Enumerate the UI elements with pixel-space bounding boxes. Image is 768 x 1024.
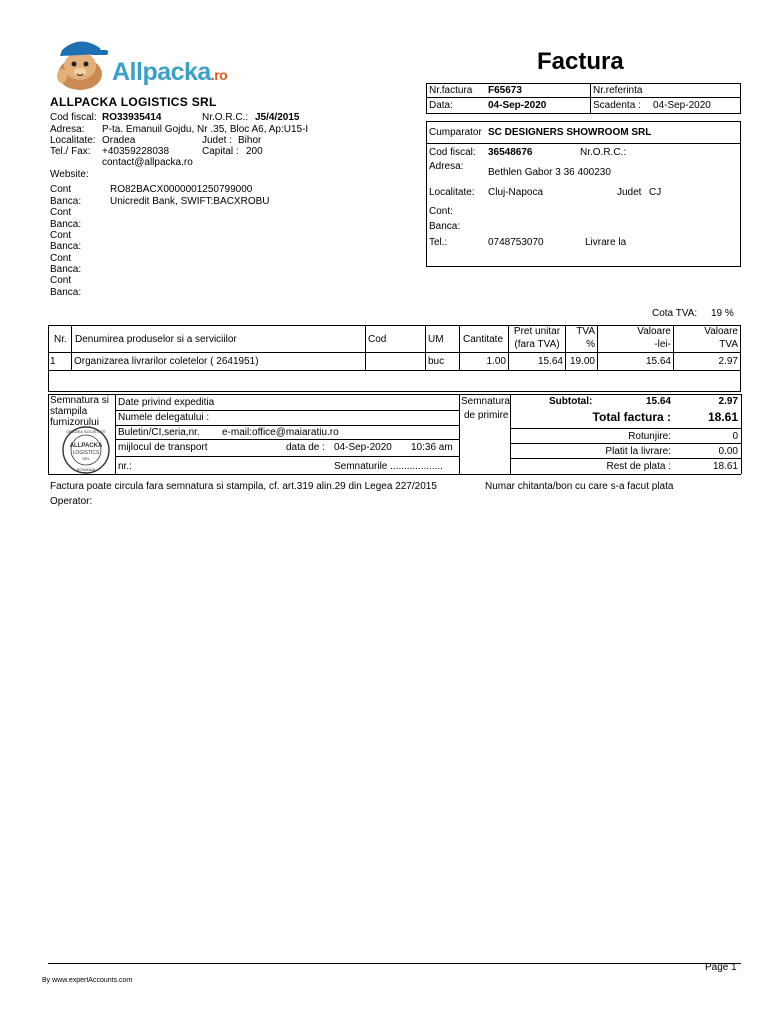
row-denumire: Organizarea livrarilor coletelor ( 2641951) — [74, 356, 259, 367]
buyer-adresa-label: Adresa: — [429, 161, 464, 172]
data-de-label: data de : — [286, 442, 325, 453]
rotunjire-label: Rotunjire: — [628, 431, 671, 442]
supplier-capital: 200 — [246, 146, 263, 157]
invoice-data: 04-Sep-2020 — [488, 100, 547, 111]
subtotal-label: Subtotal: — [549, 396, 593, 407]
buyer-orc-label: Nr.O.R.C.: — [580, 147, 627, 158]
col-header-um: UM — [428, 334, 444, 345]
row-valoare-tva: 2.97 — [718, 356, 738, 367]
chitanta-note: Numar chitanta/bon cu care s-a facut plata — [485, 481, 674, 492]
llama-mascot-icon — [50, 36, 112, 92]
supplier-cont: RO82BACX0000001250799000 — [110, 184, 253, 195]
invoice-ref-label: Nr.referinta — [593, 85, 643, 96]
delegat-label: Numele delegatului : — [118, 412, 210, 423]
col-header-valoare — [598, 325, 671, 351]
supplier-cont-label-5: Cont — [50, 275, 72, 286]
supplier-banca-label: Banca: — [50, 196, 82, 207]
supplier-localitate-label: Localitate: — [50, 135, 96, 146]
buyer-cod-fiscal-label: Cod fiscal: — [429, 147, 476, 158]
operator-label: Operator: — [50, 496, 93, 507]
semnatura-furnizor-line1: Semnatura si — [50, 395, 109, 406]
row-valoare: 15.64 — [645, 356, 671, 367]
buyer-cod-fiscal: 36548676 — [488, 147, 533, 158]
supplier-adresa: P-ta. Emanuil Gojdu, Nr .35, Bloc A6, Ap:U15-I — [102, 124, 309, 135]
col-header-tva-line2: % — [586, 339, 595, 350]
invoice-nr-label: Nr.factura — [429, 85, 473, 96]
col-header-cod: Cod — [368, 334, 387, 345]
rest-value: 18.61 — [712, 461, 738, 472]
semnatura-furnizor — [50, 395, 109, 428]
logo-brand: Allpacka — [112, 58, 211, 86]
invoice-scadenta: 04-Sep-2020 — [653, 100, 711, 111]
supplier-cont-label-3: Cont — [50, 230, 72, 241]
supplier-banca: Unicredit Bank, SWIFT:BACXROBU — [110, 196, 270, 207]
subtotal-value: 15.64 — [645, 396, 671, 407]
expeditie-title: Date privind expeditia — [118, 397, 215, 408]
page-footer-divider — [48, 963, 741, 964]
buyer-name: SC DESIGNERS SHOWROOM SRL — [488, 127, 652, 138]
semnatura-furnizor-line3: furnizorului — [50, 417, 99, 428]
row-pret: 15.64 — [537, 356, 563, 367]
supplier-adresa-label: Adresa: — [50, 124, 85, 135]
col-header-valoare-tva-line1: Valoare — [704, 326, 738, 337]
buyer-tel-label: Tel.: — [429, 237, 448, 248]
supplier-banca-label-3: Banca: — [50, 241, 82, 252]
supplier-orc-label: Nr.O.R.C.: — [202, 112, 249, 123]
invoice-scadenta-label: Scadenta : — [593, 100, 641, 111]
supplier-cod-fiscal: RO33935414 — [102, 112, 162, 123]
semnatura-primire — [461, 395, 510, 423]
col-header-nr: Nr. — [54, 334, 67, 345]
buyer-livrare-label: Livrare la — [585, 237, 627, 248]
supplier-banca-label-4: Banca: — [50, 264, 82, 275]
supplier-judet: Bihor — [238, 135, 262, 146]
subtotal-tva: 2.97 — [718, 396, 738, 407]
row-cantitate: 1.00 — [486, 356, 506, 367]
supplier-name: ALLPACKA LOGISTICS SRL — [50, 95, 217, 109]
supplier-website-label: Website: — [50, 169, 89, 180]
cota-tva-value: 19 % — [711, 308, 734, 319]
buyer-banca-label: Banca: — [429, 221, 461, 232]
data-de: 04-Sep-2020 — [334, 442, 392, 453]
page-number: Page 1 — [705, 962, 737, 973]
buyer-judet: CJ — [649, 187, 662, 198]
buletin-label: Buletin/CI,seria,nr. — [118, 427, 200, 438]
buyer-localitate: Cluj-Napoca — [488, 187, 544, 198]
col-header-valoare-tva — [674, 325, 738, 351]
nr-label: nr.: — [118, 461, 132, 472]
col-header-valoare-line2: -lei- — [654, 339, 671, 350]
invoice-nr: F65673 — [488, 85, 522, 96]
col-header-cantitate: Cantitate — [463, 334, 504, 345]
col-header-valoare-line1: Valoare — [637, 326, 671, 337]
stamp-top-text: ORADEA SOCIETATE — [66, 429, 106, 434]
col-header-pret — [509, 325, 565, 351]
buyer-judet-label: Judet — [617, 187, 642, 198]
supplier-judet-label: Judet : — [202, 135, 233, 146]
row-um: buc — [428, 356, 445, 367]
platit-label: Platit la livrare: — [605, 446, 671, 457]
semnatura-primire-line2: de primire — [464, 410, 509, 421]
company-logo — [50, 36, 250, 92]
supplier-tel: +40359228038 — [102, 146, 170, 157]
row-nr: 1 — [50, 356, 56, 367]
supplier-email: contact@allpacka.ro — [102, 157, 193, 168]
rotunjire-value: 0 — [732, 431, 738, 442]
stamp-bottom-text: ROMANIA — [76, 467, 96, 472]
col-header-denumire: Denumirea produselor si a serviciilor — [75, 334, 237, 345]
stamp-mid3-text: SRL — [82, 456, 90, 461]
supplier-cont-label-4: Cont — [50, 253, 72, 264]
ora: 10:36 am — [411, 442, 453, 453]
total-label: Total factura : — [592, 410, 671, 424]
semnaturile: Semnaturile ................... — [334, 461, 443, 472]
rest-label: Rest de plata : — [606, 461, 671, 472]
powered-by: By www.expertAccounts.com — [42, 977, 133, 984]
buyer-cont-label: Cont: — [429, 206, 453, 217]
total-value: 18.61 — [707, 410, 738, 424]
supplier-banca-label-5: Banca: — [50, 287, 82, 298]
invoice-data-label: Data: — [429, 100, 453, 111]
cota-tva-label: Cota TVA: — [652, 308, 698, 319]
col-header-tva — [566, 325, 595, 351]
supplier-localitate: Oradea — [102, 135, 136, 146]
platit-value: 0.00 — [718, 446, 738, 457]
col-header-pret-line1: Pret unitar — [513, 326, 561, 337]
circulation-note: Factura poate circula fara semnatura si stampila, cf. art.319 alin.29 din Legea 227/2015 — [50, 481, 437, 492]
supplier-cont-label-2: Cont — [50, 207, 72, 218]
semnatura-furnizor-line2: stampila — [50, 406, 88, 417]
semnatura-primire-line1: Semnatura — [461, 396, 510, 407]
supplier-tel-label: Tel./ Fax: — [50, 146, 91, 157]
supplier-cod-fiscal-label: Cod fiscal: — [50, 112, 97, 123]
col-header-valoare-tva-line2: TVA — [719, 339, 738, 350]
logo-tld: .ro — [210, 67, 228, 83]
buyer-localitate-label: Localitate: — [429, 187, 475, 198]
supplier-banca-label-2: Banca: — [50, 219, 82, 230]
supplier-capital-label: Capital : — [202, 146, 239, 157]
invoice-title: Factura — [537, 48, 624, 75]
supplier-cont-label: Cont — [50, 184, 72, 195]
row-tva: 19.00 — [569, 356, 595, 367]
col-header-tva-line1: TVA — [576, 326, 595, 337]
buyer-adresa: Bethlen Gabor 3 36 400230 — [488, 167, 611, 178]
supplier-orc: J5/4/2015 — [255, 112, 300, 123]
expeditie-email: e-mail:office@maiaratiu.ro — [222, 427, 339, 438]
buyer-label: Cumparator — [429, 127, 482, 138]
company-stamp-icon — [58, 425, 114, 475]
col-header-pret-line2: (fara TVA) — [514, 339, 560, 350]
buyer-tel: 0748753070 — [488, 237, 544, 248]
transport-label: mijlocul de transport — [118, 442, 208, 453]
stamp-mid2-text: LOGISTICS — [72, 450, 100, 456]
stamp-mid1-text: ALLPACKA — [69, 443, 103, 449]
